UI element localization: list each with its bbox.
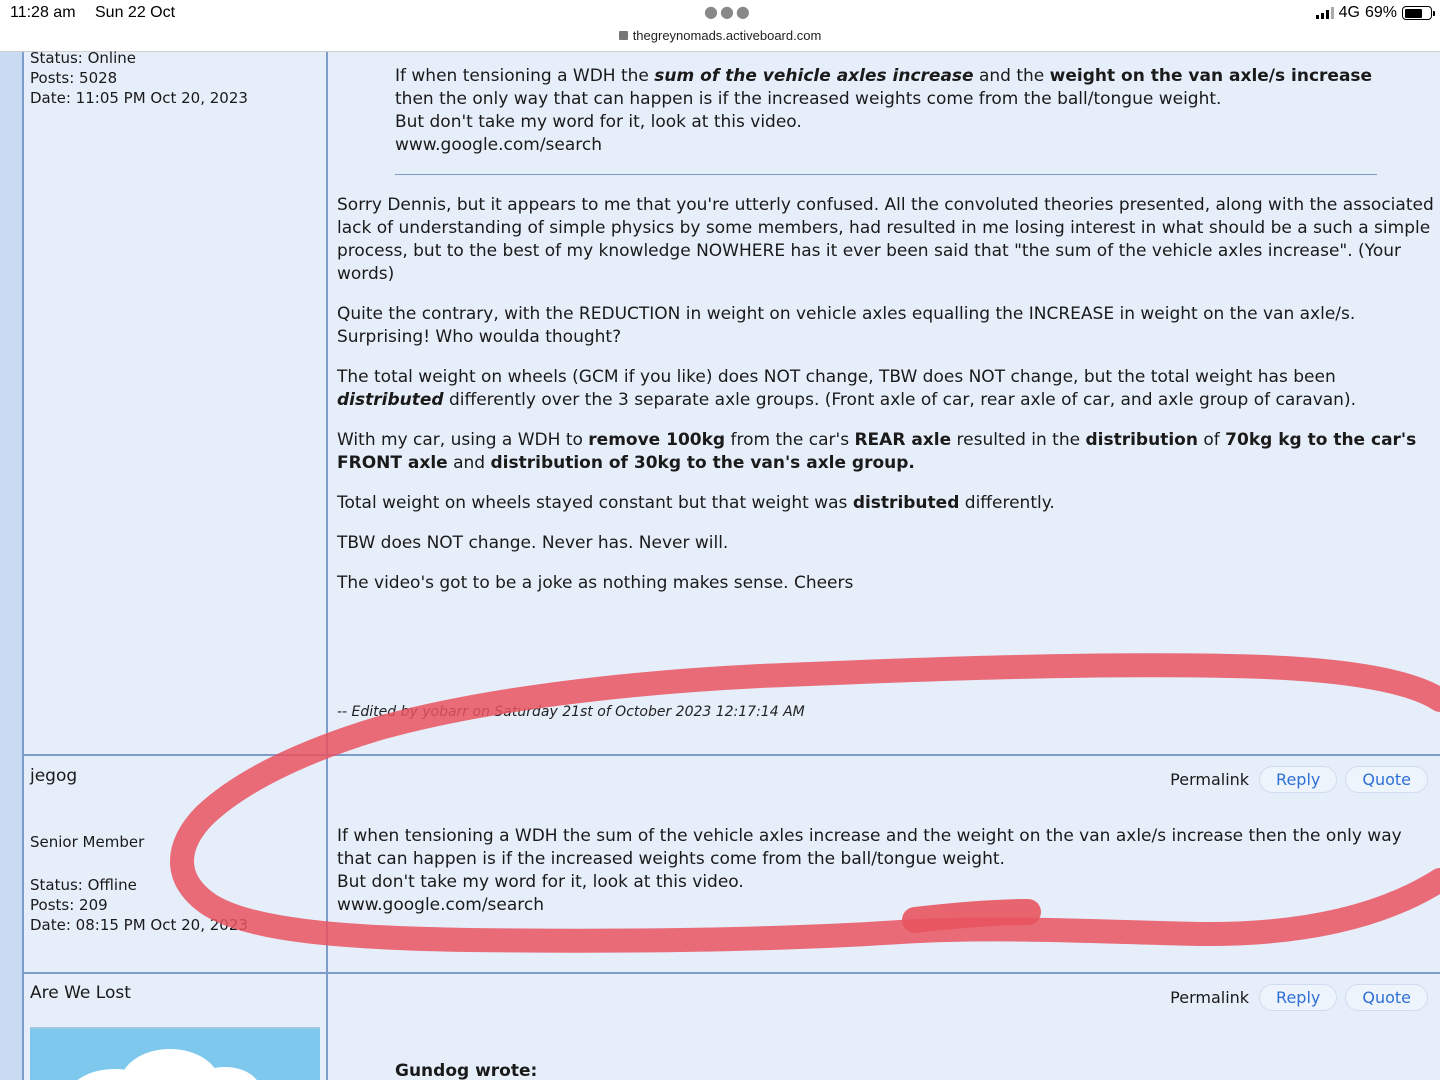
text: The total weight on wheels (GCM if you like) does NOT change, TBW does NOT change, but the total weight has been: [337, 367, 1336, 387]
status-indicators: [1316, 4, 1432, 22]
text: of: [1197, 430, 1226, 450]
quote-button[interactable]: Quote: [1345, 766, 1428, 793]
user-posts: Posts: 209: [30, 896, 108, 914]
date: Sun 22 Oct: [95, 4, 176, 21]
text: With my car, using a WDH to: [337, 430, 589, 450]
quote-text: and the: [973, 66, 1050, 86]
reply-button[interactable]: Reply: [1259, 984, 1337, 1011]
username[interactable]: Are We Lost: [30, 983, 131, 1003]
row-divider: [24, 754, 1440, 756]
battery-icon: [1402, 6, 1432, 20]
user-rank: Senior Member: [30, 833, 145, 851]
paragraph: [337, 492, 1437, 515]
quote-button[interactable]: Quote: [1345, 984, 1428, 1011]
quote-bold: weight on the van axle/s increase: [1049, 66, 1373, 86]
text: and: [447, 453, 491, 473]
bold-text: distribution: [1085, 430, 1198, 450]
edited-note: -- Edited by yobarr on Saturday 21st of October 2023 12:17:14 AM: [337, 704, 805, 720]
post2-actions: [1170, 766, 1428, 793]
paragraph: The video's got to be a joke as nothing makes sense. Cheers: [337, 573, 854, 593]
post-date: Date: 11:05 PM Oct 20, 2023: [30, 89, 248, 107]
text: Total weight on wheels stayed constant but that weight was: [337, 493, 853, 513]
quote-link[interactable]: www.google.com/search: [395, 135, 603, 155]
bold-text: distribution of 30kg to the van's axle group.: [490, 453, 915, 473]
battery-level: [1405, 9, 1422, 18]
paragraph: Sorry Dennis, but it appears to me that you're utterly confused. All the convoluted theories presented, along with the associated lack of understanding of simple physics by some members, had resulted in me losing interest in what should be a such a simple process, but to the best of my knowledge NOWHERE has it ever been said that "the sum of the vehicle axles increase". (Your words): [337, 195, 1434, 284]
quote-line: [395, 65, 1405, 111]
quote-divider: [395, 174, 1377, 175]
post1-author-info: [30, 48, 248, 108]
post3-actions: [1170, 984, 1428, 1011]
permalink-link[interactable]: Permalink: [1170, 770, 1250, 789]
column-divider: [326, 52, 328, 1080]
username[interactable]: jegog: [30, 766, 78, 786]
user-status: Status: Online: [30, 49, 137, 67]
post-text: If when tensioning a WDH the sum of the vehicle axles increase and the weight on the van axle/s increase then the only way that can happen is if the increased weights come from the ball/tongue weight.: [337, 826, 1402, 869]
quote-bold-italic: sum of the vehicle axles increase: [654, 66, 974, 86]
bold-text: distributed: [852, 493, 960, 513]
network-type: 4G: [1338, 4, 1360, 21]
post2-body: [337, 825, 1437, 917]
status-bar: [0, 0, 1440, 52]
quote-text: If when tensioning a WDH the: [395, 66, 655, 86]
bold-text: REAR axle: [854, 430, 952, 450]
paragraph: [337, 429, 1437, 475]
post3-author-info: [30, 983, 131, 1003]
address-bar[interactable]: [0, 28, 1440, 43]
row-divider: [24, 972, 1440, 974]
user-posts: Posts: 5028: [30, 69, 118, 87]
post-link[interactable]: www.google.com/search: [337, 895, 545, 915]
post2-author-info: [30, 766, 77, 786]
bold-italic-text: distributed: [337, 390, 444, 410]
text: from the car's: [725, 430, 855, 450]
bold-text: 70kg kg to the car's FRONT axle: [337, 430, 1417, 473]
text: resulted in the: [951, 430, 1086, 450]
more-dots-icon[interactable]: ●●●: [704, 2, 752, 21]
lock-icon: [619, 31, 628, 40]
post1-body: [337, 194, 1437, 612]
reply-button[interactable]: Reply: [1259, 766, 1337, 793]
text: differently.: [959, 493, 1055, 513]
post-date: Date: 08:15 PM Oct 20, 2023: [30, 916, 248, 934]
user-status: Status: Offline: [30, 876, 137, 894]
signal-icon: [1316, 7, 1334, 19]
paragraph: Quite the contrary, with the REDUCTION in weight on vehicle axles equalling the INCREASE in weight on the van axle/s. Surprising! Who woulda thought?: [337, 304, 1356, 347]
paragraph: TBW does NOT change. Never has. Never will.: [337, 533, 729, 553]
permalink-link[interactable]: Permalink: [1170, 988, 1250, 1007]
post2-author-details: [30, 832, 248, 935]
quote-line-2: But don't take my word for it, look at this video.: [395, 112, 802, 132]
post-text: But don't take my word for it, look at this video.: [337, 872, 744, 892]
paragraph: [337, 366, 1437, 412]
url-text: thegreynomads.activeboard.com: [632, 28, 822, 43]
page-margin: [0, 52, 22, 1080]
quoted-text: [395, 65, 1405, 157]
forum-thread: [22, 49, 1440, 1080]
bold-text: remove 100kg: [588, 430, 726, 450]
quote-text: then the only way that can happen is if the increased weights come from the ball/tongue weight.: [395, 89, 1222, 109]
quote-header: Gundog wrote:: [395, 1061, 538, 1080]
clock: 11:28 am: [10, 4, 76, 21]
avatar: [30, 1027, 320, 1080]
battery-percent: 69%: [1364, 4, 1397, 21]
text: differently over the 3 separate axle groups. (Front axle of car, rear axle of car, and axle group of caravan).: [443, 390, 1356, 410]
